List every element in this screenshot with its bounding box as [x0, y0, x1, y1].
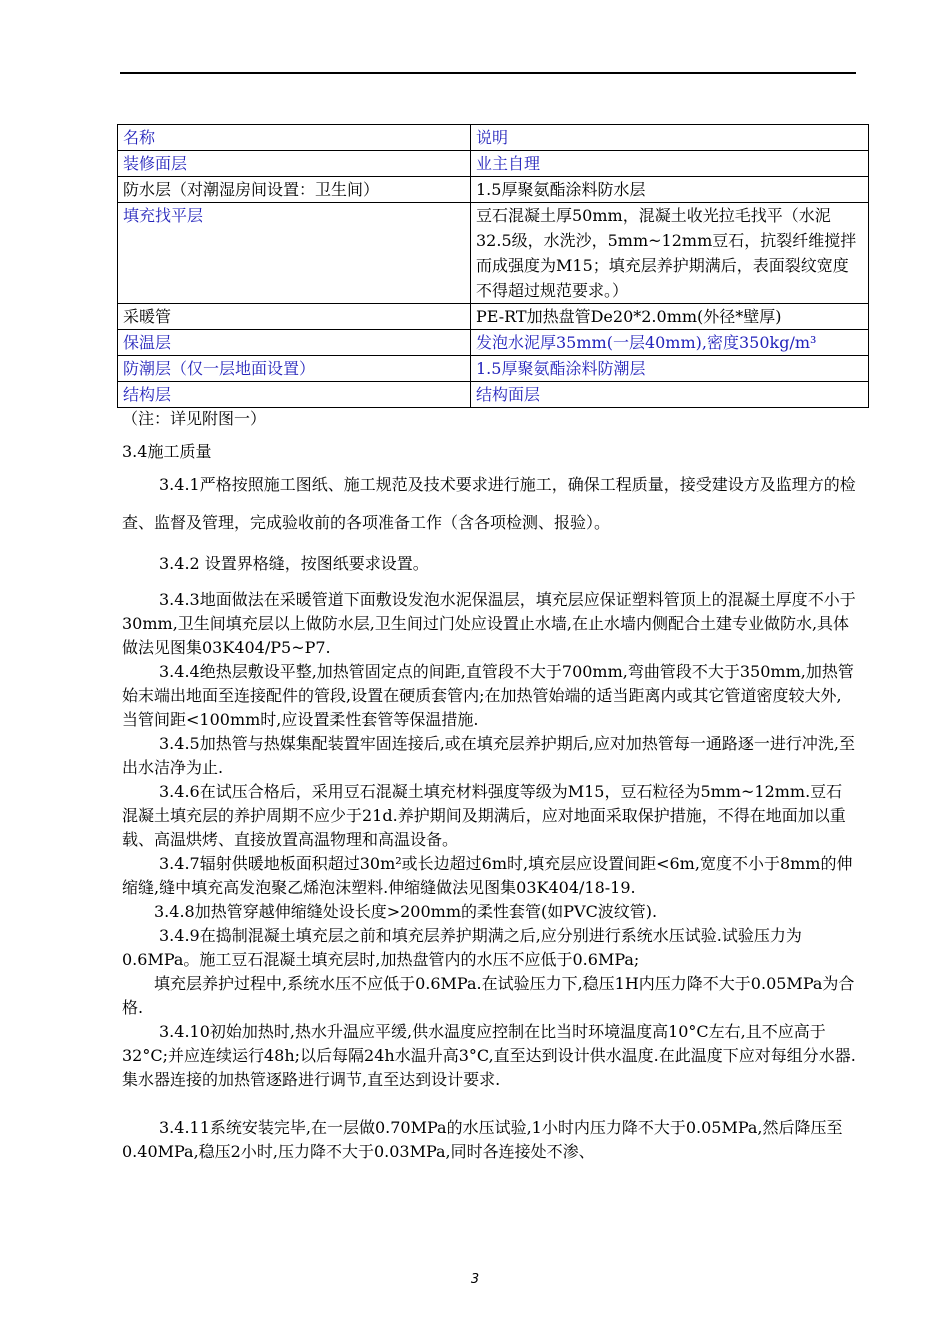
paragraph-3-4-6: 3.4.6在试压合格后，采用豆石混凝土填充材料强度等级为M15，豆石粒径为5mm~12mm.豆石混凝土填充层的养护周期不应少于21d.养护期间及期满后，应对地面采取保护措施，不得在地面加以重载、高温烘烤、直接放置高温物理和高温设备。: [122, 782, 846, 849]
row-desc: 1.5厚聚氨酯涂料防水层: [471, 177, 869, 203]
row-desc: 发泡水泥厚35mm(一层40mm),密度350kg/m³: [471, 330, 869, 356]
table-row: [118, 151, 869, 177]
paragraph-3-4-1: 3.4.1严格按照施工图纸、施工规范及技术要求进行施工，确保工程质量，接受建设方及监理方的检查、监督及管理，完成验收前的各项准备工作（含各项检测、报验）。: [122, 475, 856, 532]
table-note: （注：详见附图一）: [122, 409, 267, 428]
table-row: [118, 356, 869, 382]
paragraph-3-4-5: 3.4.5加热管与热媒集配装置牢固连接后,或在填充层养护期后,应对加热管每一通路逐一进行冲洗,至出水洁净为止.: [122, 734, 855, 777]
paragraph-3-4-9: 3.4.9在捣制混凝土填充层之前和填充层养护期满之后,应分别进行系统水压试验.试验压力为0.6MPa。施工豆石混凝土填充层时,加热盘管内的水压不应低于0.6MPa;: [122, 926, 802, 969]
paragraph-3-4-2: 3.4.2 设置界格缝，按图纸要求设置。: [159, 554, 429, 573]
row-desc: 结构面层: [471, 382, 869, 408]
paragraph-3-4-11: 3.4.11系统安装完毕,在一层做0.70MPa的水压试验,1小时内压力降不大于0.05MPa,然后降压至0.40MPa,稳压2小时,压力降不大于0.03MPa,同时各连接处不渗、: [122, 1118, 843, 1161]
table-header-row: [118, 125, 869, 151]
row-desc: 1.5厚聚氨酯涂料防潮层: [471, 356, 869, 382]
paragraph-3-4-4: 3.4.4绝热层敷设平整,加热管固定点的间距,直管段不大于700mm,弯曲管段不大于350mm,加热管始末端出地面至连接配件的管段,设置在硬质套管内;在加热管始端的适当距离内或其它管道密度较大外,当管间距<100mm时,应设置柔性套管等保温措施.: [122, 662, 854, 729]
row-name: 防潮层（仅一层地面设置）: [118, 356, 471, 382]
table-row: [118, 330, 869, 356]
section-title: 3.4施工质量: [122, 442, 212, 461]
paragraph-3-4-3: 3.4.3地面做法在采暖管道下面敷设发泡水泥保温层，填充层应保证塑料管顶上的混凝土厚度不小于30mm,卫生间填充层以上做防水层,卫生间过门处应设置止水墙,在止水墙内侧配合土建专业做防水,具体做法见图集03K404/P5~P7.: [122, 590, 856, 657]
paragraph-3-4-10: 3.4.10初始加热时,热水升温应平缓,供水温度应控制在比当时环境温度高10°C左右,且不应高于32°C;并应连续运行48h;以后每隔24h水温升高3°C,直至达到设计供水温度.在此温度下应对每组分水器.集水器连接的加热管逐路进行调节,直至达到设计要求.: [122, 1022, 856, 1089]
header-name: 名称: [118, 125, 471, 151]
row-name: 装修面层: [118, 151, 471, 177]
table-row: [118, 203, 869, 304]
table-row: [118, 177, 869, 203]
header-rule: [120, 72, 856, 74]
table-row: [118, 304, 869, 330]
paragraph-3-4-8: 3.4.8加热管穿越伸缩缝处设长度>200mm的柔性套管(如PVC波纹管).: [154, 902, 658, 921]
row-name: 采暖管: [118, 304, 471, 330]
row-desc: 业主自理: [471, 151, 869, 177]
header-desc: 说明: [471, 125, 869, 151]
row-name: 填充找平层: [118, 203, 471, 304]
table-row: [118, 382, 869, 408]
paragraph-3-4-7: 3.4.7辐射供暖地板面积超过30m²或长边超过6m时,填充层应设置间距<6m,宽度不小于8mm的伸缩缝,缝中填充高发泡聚乙烯泡沫塑料.伸缩缝做法见图集03K404/18-19.: [122, 854, 853, 897]
construction-layers-table: [117, 124, 869, 408]
section-body: [122, 440, 857, 1164]
page-number: 3: [470, 1272, 480, 1287]
row-name: 防水层（对潮湿房间设置：卫生间）: [118, 177, 471, 203]
row-desc: PE-RT加热盘管De20*2.0mm(外径*壁厚): [471, 304, 869, 330]
row-name: 保温层: [118, 330, 471, 356]
paragraph-3-4-9-continued: 填充层养护过程中,系统水压不应低于0.6MPa.在试验压力下,稳压1H内压力降不大于0.05MPa为合格.: [122, 974, 855, 1017]
row-desc: 豆石混凝土厚50mm，混凝土收光拉毛找平（水泥32.5级，水洗沙，5mm~12mm豆石，抗裂纤维搅拌而成强度为M15；填充层养护期满后，表面裂纹宽度不得超过规范要求。）: [471, 203, 869, 304]
row-name: 结构层: [118, 382, 471, 408]
